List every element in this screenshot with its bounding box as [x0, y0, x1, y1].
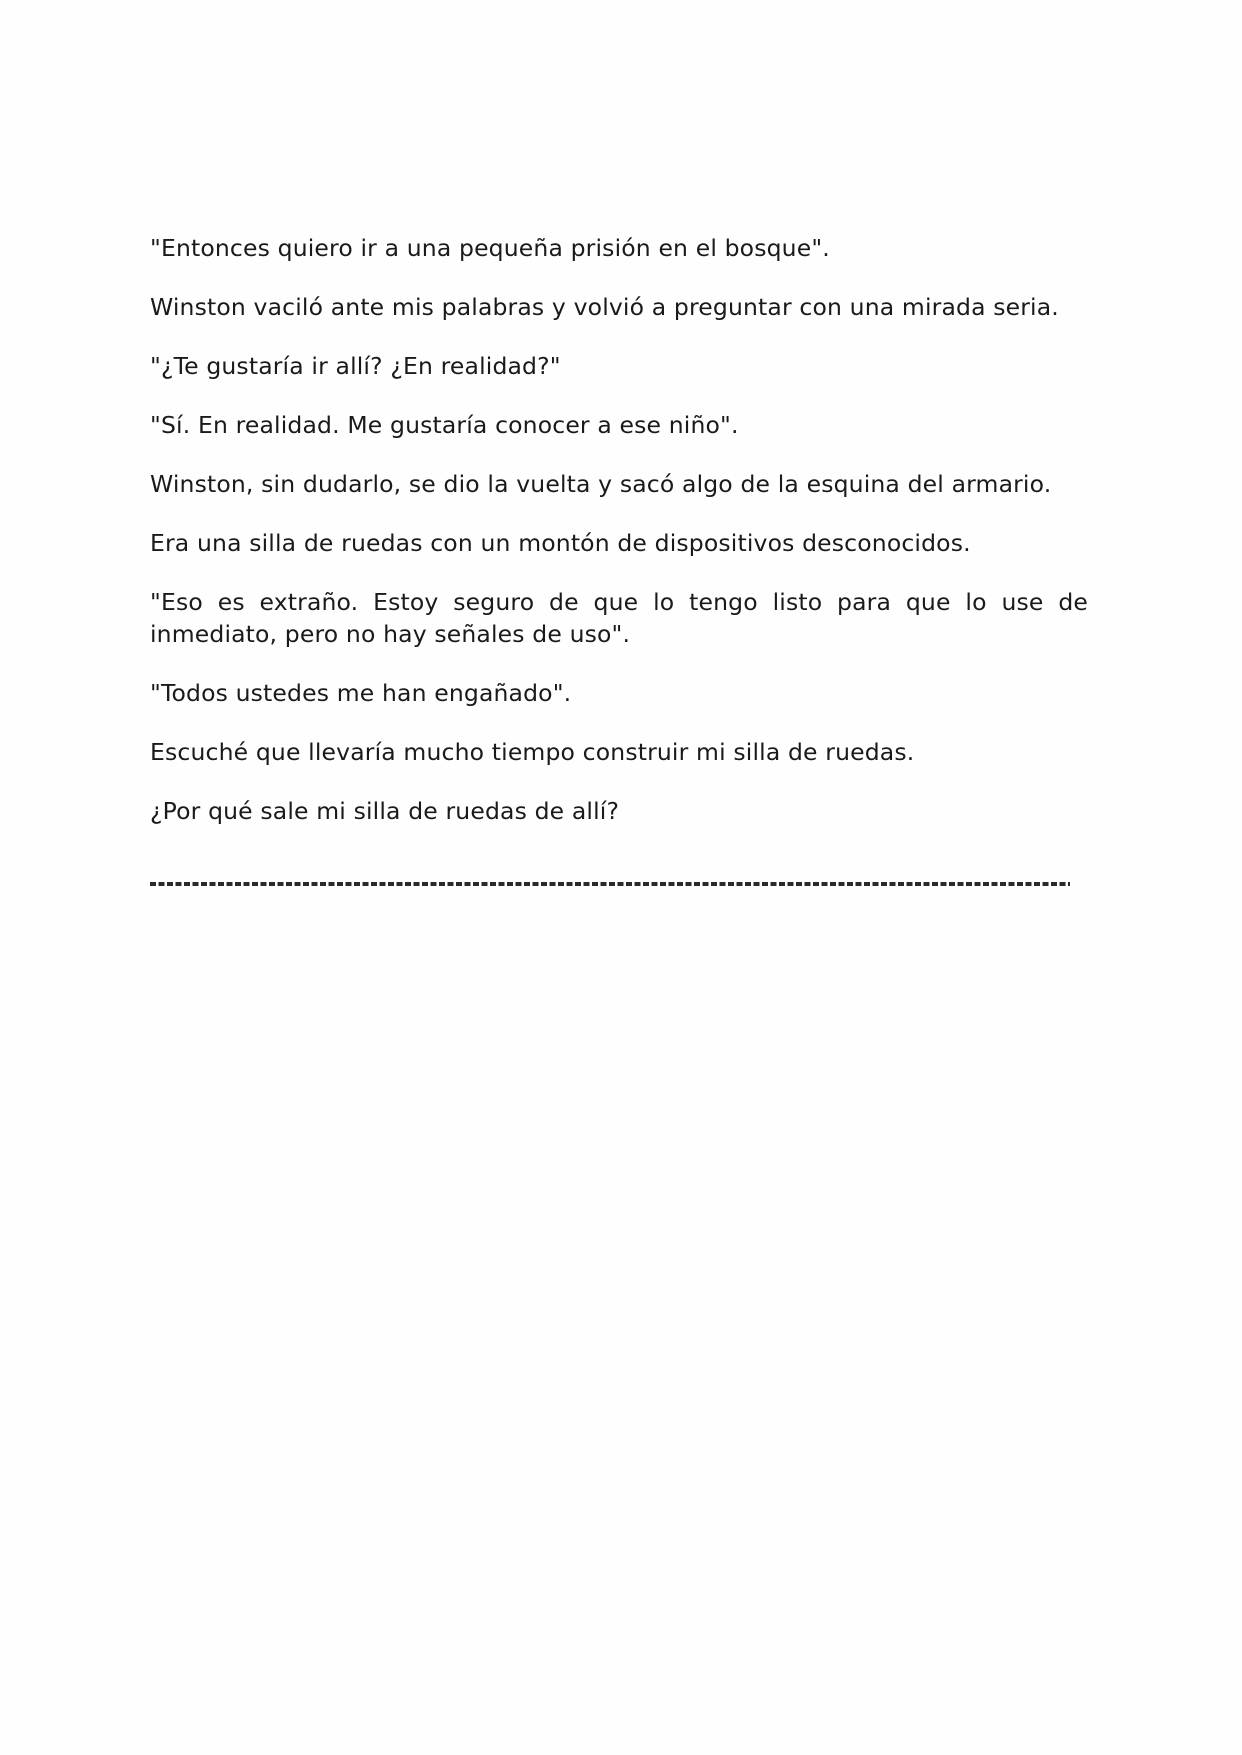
paragraph: "Todos ustedes me han engañado". — [150, 679, 572, 707]
paragraph: Winston vaciló ante mis palabras y volvió a preguntar con una mirada seria. — [150, 293, 1059, 321]
paragraph: "¿Te gustaría ir allí? ¿En realidad?" — [150, 352, 561, 380]
dashed-separator — [150, 882, 1070, 886]
paragraph: ¿Por qué sale mi silla de ruedas de allí? — [150, 797, 620, 825]
document-body — [150, 232, 1088, 854]
paragraph: "Eso es extraño. Estoy seguro de que lo tengo listo para que lo use de inmediato, pero no hay señales de uso". — [150, 588, 1088, 648]
paragraph: "Entonces quiero ir a una pequeña prisión en el bosque". — [150, 234, 830, 262]
paragraph: Era una silla de ruedas con un montón de dispositivos desconocidos. — [150, 529, 971, 557]
paragraph: "Sí. En realidad. Me gustaría conocer a ese niño". — [150, 411, 739, 439]
paragraph: Winston, sin dudarlo, se dio la vuelta y sacó algo de la esquina del armario. — [150, 470, 1052, 498]
paragraph: Escuché que llevaría mucho tiempo construir mi silla de ruedas. — [150, 738, 915, 766]
